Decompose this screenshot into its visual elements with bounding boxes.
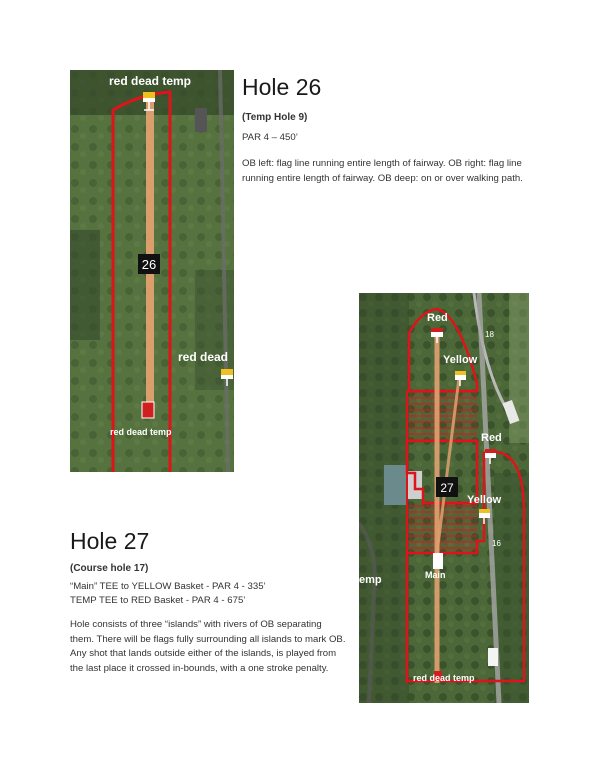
hole-27-title: Hole 27 (70, 528, 150, 554)
map-top-label: red dead temp (108, 74, 192, 88)
building-shape (384, 465, 406, 505)
building-shape (195, 108, 207, 132)
label-red-mid: Red (481, 432, 502, 444)
hole-26-aerial-image (70, 70, 234, 472)
badge-16: 16 (492, 539, 501, 548)
label-red-dead-temp: red dead temp (413, 673, 475, 683)
hole-26-map (70, 70, 234, 472)
map-side-label: red dead (178, 350, 229, 364)
label-yellow-top: Yellow (443, 354, 478, 366)
label-temp-left: emp (359, 574, 382, 586)
label-yellow-mid: Yellow (467, 494, 502, 506)
hole-27-line-2: TEMP TEE to RED Basket - PAR 4 - 675’ (70, 595, 246, 606)
hole-number: 27 (440, 481, 454, 495)
label-red-top: Red (427, 312, 448, 324)
map-bottom-label: red dead temp (110, 427, 172, 437)
label-main: Main (425, 570, 446, 580)
hole-27-line-1: “Main” TEE to YELLOW Basket - PAR 4 - 335’ (70, 581, 266, 592)
tee-pad (142, 402, 154, 418)
main-tee-pad (433, 553, 443, 569)
hole-27-description: Hole consists of three “islands” with rivers of OB separating them. There will be flags fully surrounding all islands to mark OB. Any shot that lands outside either of the islands, is played from the last place it crossed in-bounds, with a one stroke penalty. (70, 619, 346, 674)
hole-number: 26 (141, 257, 157, 272)
ob-river-upper (407, 391, 477, 441)
badge-18: 18 (485, 330, 494, 339)
hole-27-map (359, 293, 529, 703)
hole-27-aerial-image (359, 293, 529, 703)
hole-27-subtitle: (Course hole 17) (70, 563, 149, 574)
hole-26-subtitle: (Temp Hole 9) (242, 112, 308, 123)
hole-26-description: OB left: flag line running entire length of fairway. OB right: flag line running entire length of fairway. OB deep: on or over walking path. (242, 158, 523, 184)
hole-26-par: PAR 4 – 450’ (242, 132, 298, 143)
hole-26-title: Hole 26 (242, 74, 322, 100)
